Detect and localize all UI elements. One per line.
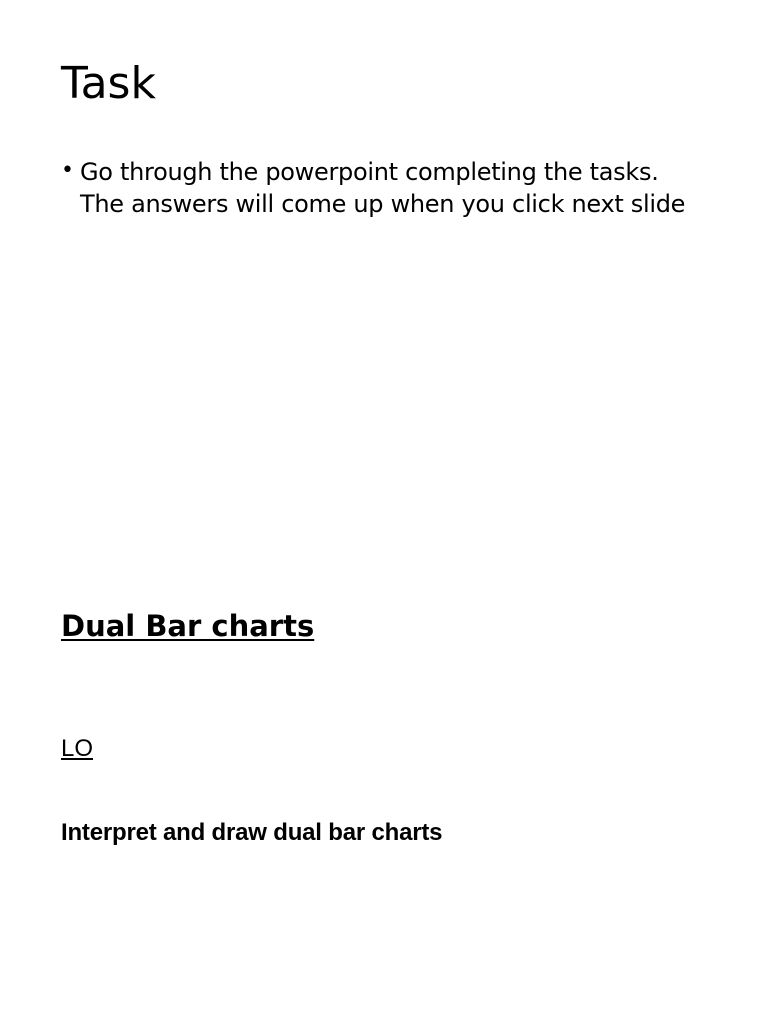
- learning-objective: Interpret and draw dual bar charts: [61, 819, 443, 846]
- bullet-line-1: Go through the powerpoint completing the tasks.: [80, 158, 659, 186]
- bullet-text: [80, 156, 685, 220]
- bullet-line-2: The answers will come up when you click next slide: [80, 190, 686, 218]
- section-heading: Dual Bar charts: [61, 609, 315, 643]
- bullet-dot-icon: •: [61, 158, 74, 183]
- slide-dual-bar-charts: [0, 512, 768, 1024]
- bullet-list: [61, 156, 721, 220]
- slide-title: Task: [61, 58, 156, 109]
- lo-label: LO: [61, 735, 94, 762]
- bullet-item: [61, 156, 721, 220]
